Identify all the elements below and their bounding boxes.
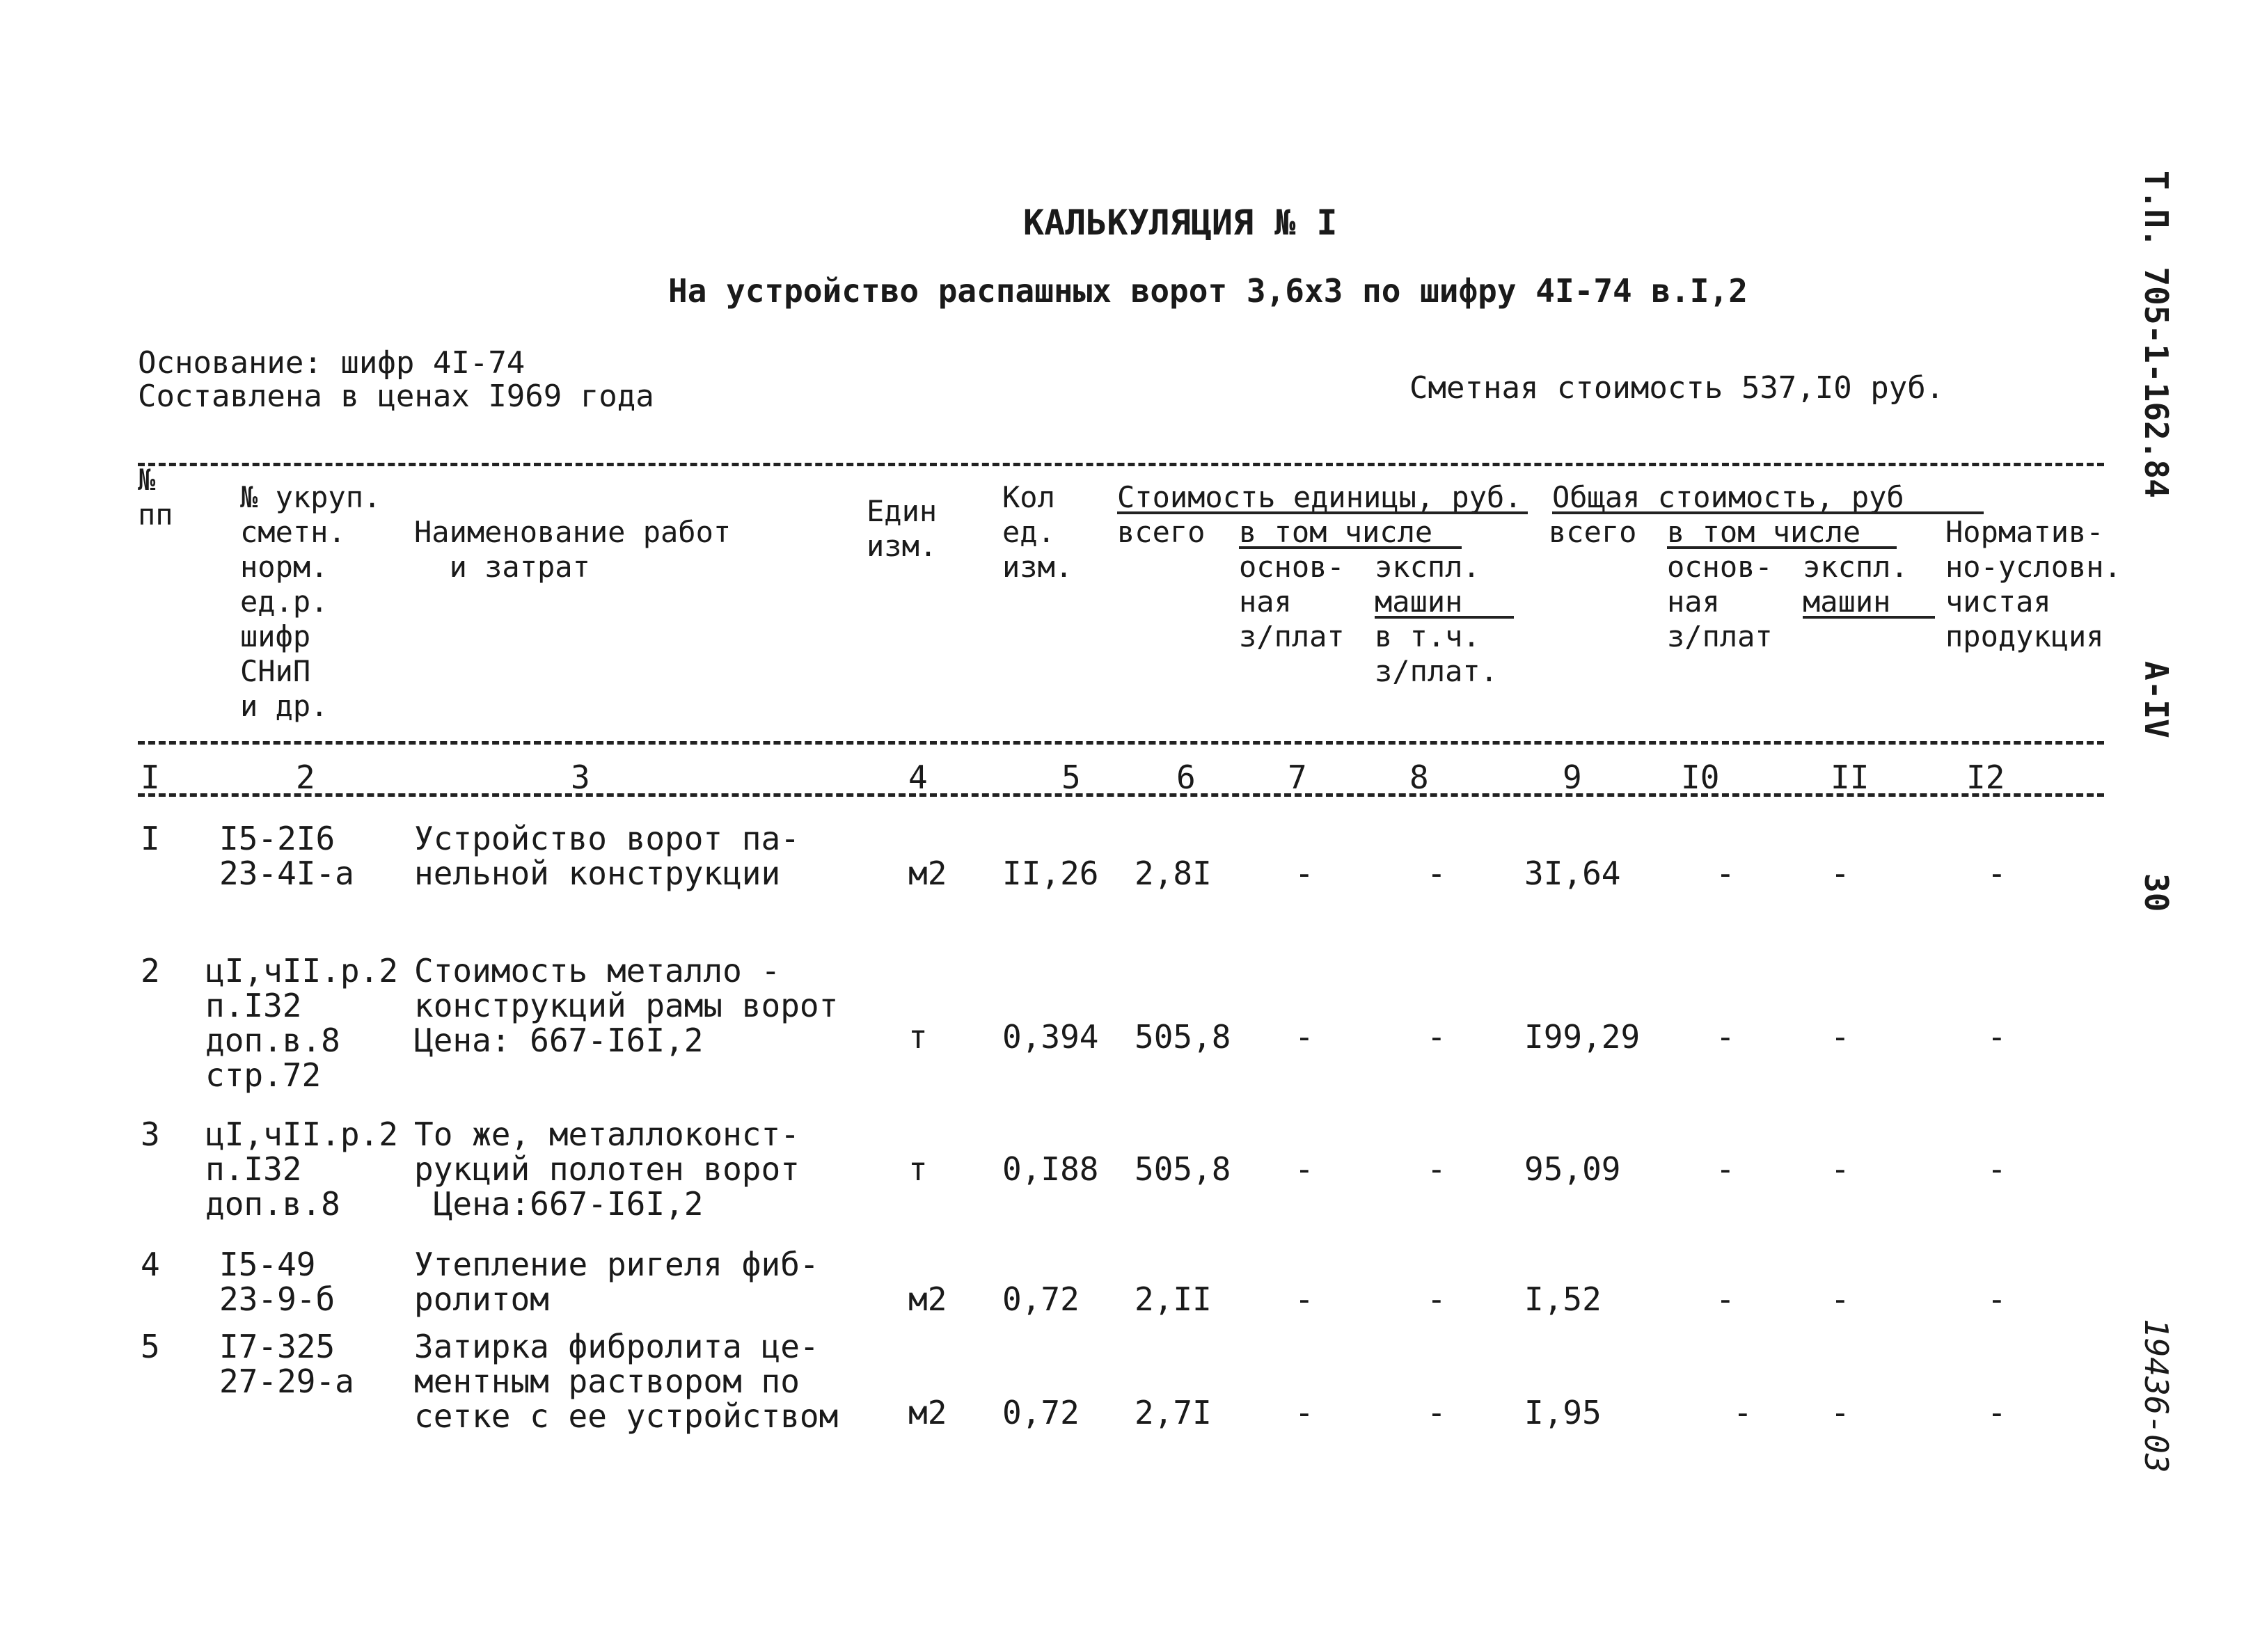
unit-incl-underline	[1239, 546, 1462, 549]
row-number: 4	[141, 1246, 160, 1283]
column-number-2: 2	[296, 759, 315, 796]
row-quantity: 0,I88	[1002, 1150, 1099, 1188]
row-norm-code: I5-49 23-9-б	[219, 1246, 335, 1318]
row-work-name: Утепление ригеля фиб- ролитом	[414, 1246, 819, 1318]
row-total-machines: -	[1831, 1150, 1850, 1188]
header-total-cost-group: Общая стоимость, руб	[1552, 480, 1904, 514]
row-total-machines: -	[1831, 1018, 1850, 1056]
row-unit-total: 2,II	[1135, 1280, 1212, 1318]
estimate-cost: Сметная стоимость 537,I0 руб.	[1409, 370, 1945, 406]
column-number-7: 7	[1288, 759, 1307, 796]
row-unit-wage: -	[1295, 1280, 1314, 1318]
column-number-4: 4	[908, 759, 928, 796]
row-unit-total: 2,7I	[1135, 1394, 1212, 1431]
column-number-12: I2	[1966, 759, 2005, 796]
header-net-product: Норматив- но-условн. чистая продукция	[1945, 515, 2121, 653]
header-total-cost-incl: в том числе	[1667, 515, 1861, 549]
row-quantity: II,26	[1002, 855, 1099, 892]
row-net-product: -	[1987, 1150, 2007, 1188]
row-unit-wage: -	[1295, 855, 1314, 892]
prices-line: Составлена в ценах I969 года	[138, 379, 654, 414]
row-net-product: -	[1987, 1280, 2007, 1318]
row-net-product: -	[1987, 1394, 2007, 1431]
row-number: 2	[141, 952, 160, 990]
row-norm-code: цI,чII.р.2 п.I32 доп.в.8 стр.72	[205, 952, 398, 1094]
column-number-10: I0	[1681, 759, 1720, 796]
row-total: I99,29	[1524, 1018, 1641, 1056]
row-total-machines: -	[1831, 855, 1850, 892]
row-unit: м2	[908, 1394, 947, 1431]
header-unit-cost-total: всего	[1117, 515, 1206, 549]
row-unit-total: 505,8	[1135, 1150, 1231, 1188]
header-unit-machines: экспл. машин в т.ч. з/плат.	[1375, 550, 1499, 688]
row-work-name: Затирка фибролита це- ментным раствором по сетке с ее устройством	[414, 1328, 839, 1435]
header-norm-code: № укруп. сметн. норм. ед.р. шифр СНиП и др.	[240, 480, 381, 723]
column-number-9: 9	[1563, 759, 1582, 796]
row-work-name: То же, металлоконст- рукций полотен ворот Цена:667-I6I,2	[414, 1115, 800, 1223]
row-work-name: Устройство ворот па- нельной конструкции	[414, 820, 800, 892]
column-number-11: II	[1831, 759, 1870, 796]
total-machines-underline	[1803, 616, 1935, 619]
row-unit-total: 505,8	[1135, 1018, 1231, 1056]
row-norm-code: цI,чII.р.2 п.I32 доп.в.8	[205, 1115, 398, 1223]
row-quantity: 0,72	[1002, 1280, 1080, 1318]
document-title: КАЛЬКУЛЯЦИЯ № I	[1023, 202, 1338, 243]
header-total-machines: экспл. машин	[1803, 550, 1909, 619]
row-unit-wage: -	[1295, 1150, 1314, 1188]
header-unit: Един изм.	[867, 494, 938, 563]
row-unit: т	[908, 1018, 928, 1056]
header-row-number: № пп	[138, 463, 173, 532]
row-norm-code: I5-2I6 23-4I-а	[219, 820, 354, 892]
table-top-rule	[138, 463, 2104, 466]
column-number-3: 3	[571, 759, 590, 796]
column-number-1: I	[141, 759, 160, 796]
row-unit-total: 2,8I	[1135, 855, 1212, 892]
header-bottom-rule	[138, 741, 2104, 745]
row-total-wage: -	[1733, 1394, 1753, 1431]
row-unit-wage: -	[1295, 1394, 1314, 1431]
row-norm-code: I7-325 27-29-а	[219, 1328, 354, 1400]
row-quantity: 0,394	[1002, 1018, 1099, 1056]
row-total-wage: -	[1716, 1280, 1735, 1318]
unit-cost-underline	[1117, 511, 1528, 514]
column-number-5: 5	[1061, 759, 1081, 796]
project-code-label: Т.П. 705-1-162.84	[2137, 170, 2175, 498]
row-number: I	[141, 820, 160, 857]
inventory-code-label: 19436-03	[2137, 1319, 2175, 1473]
document-subtitle: На устройство распашных ворот 3,6х3 по шифру 4I-74 в.I,2	[668, 272, 1748, 310]
row-unit-wage: -	[1295, 1018, 1314, 1056]
header-unit-cost-incl: в том числе	[1239, 515, 1433, 549]
row-quantity: 0,72	[1002, 1394, 1080, 1431]
row-unit: м2	[908, 855, 947, 892]
row-unit-machines: -	[1427, 1280, 1446, 1318]
row-unit-machines: -	[1427, 855, 1446, 892]
row-total-wage: -	[1716, 1018, 1735, 1056]
row-total-machines: -	[1831, 1394, 1850, 1431]
row-total-wage: -	[1716, 855, 1735, 892]
row-unit: т	[908, 1150, 928, 1188]
header-total-wage: основ- ная з/плат	[1667, 550, 1773, 653]
row-total-wage: -	[1716, 1150, 1735, 1188]
album-label: А-IV	[2137, 661, 2175, 738]
header-total-cost-total: всего	[1549, 515, 1637, 549]
total-cost-underline	[1552, 511, 1984, 514]
header-unit-wage: основ- ная з/плат	[1239, 550, 1345, 653]
row-unit-machines: -	[1427, 1394, 1446, 1431]
header-unit-cost-group: Стоимость единицы, руб.	[1117, 480, 1522, 514]
header-work-name: Наименование работ и затрат	[414, 515, 732, 584]
row-unit-machines: -	[1427, 1150, 1446, 1188]
row-work-name: Стоимость металло - конструкций рамы ворот Цена: 667-I6I,2	[414, 952, 839, 1059]
row-net-product: -	[1987, 855, 2007, 892]
row-number: 3	[141, 1115, 160, 1153]
row-total: I,52	[1524, 1280, 1602, 1318]
row-total-machines: -	[1831, 1280, 1850, 1318]
machines-underline	[1375, 616, 1514, 619]
row-total: 3I,64	[1524, 855, 1621, 892]
header-quantity: Кол ед. изм.	[1002, 480, 1073, 584]
column-number-8: 8	[1409, 759, 1429, 796]
total-incl-underline	[1667, 546, 1897, 549]
basis-line: Основание: шифр 4I-74	[138, 345, 526, 381]
column-number-rule	[138, 793, 2104, 797]
row-unit: м2	[908, 1280, 947, 1318]
row-unit-machines: -	[1427, 1018, 1446, 1056]
row-net-product: -	[1987, 1018, 2007, 1056]
column-number-6: 6	[1176, 759, 1196, 796]
row-total: 95,09	[1524, 1150, 1621, 1188]
row-number: 5	[141, 1328, 160, 1365]
sheet-number-label: 30	[2137, 873, 2175, 912]
row-total: I,95	[1524, 1394, 1602, 1431]
